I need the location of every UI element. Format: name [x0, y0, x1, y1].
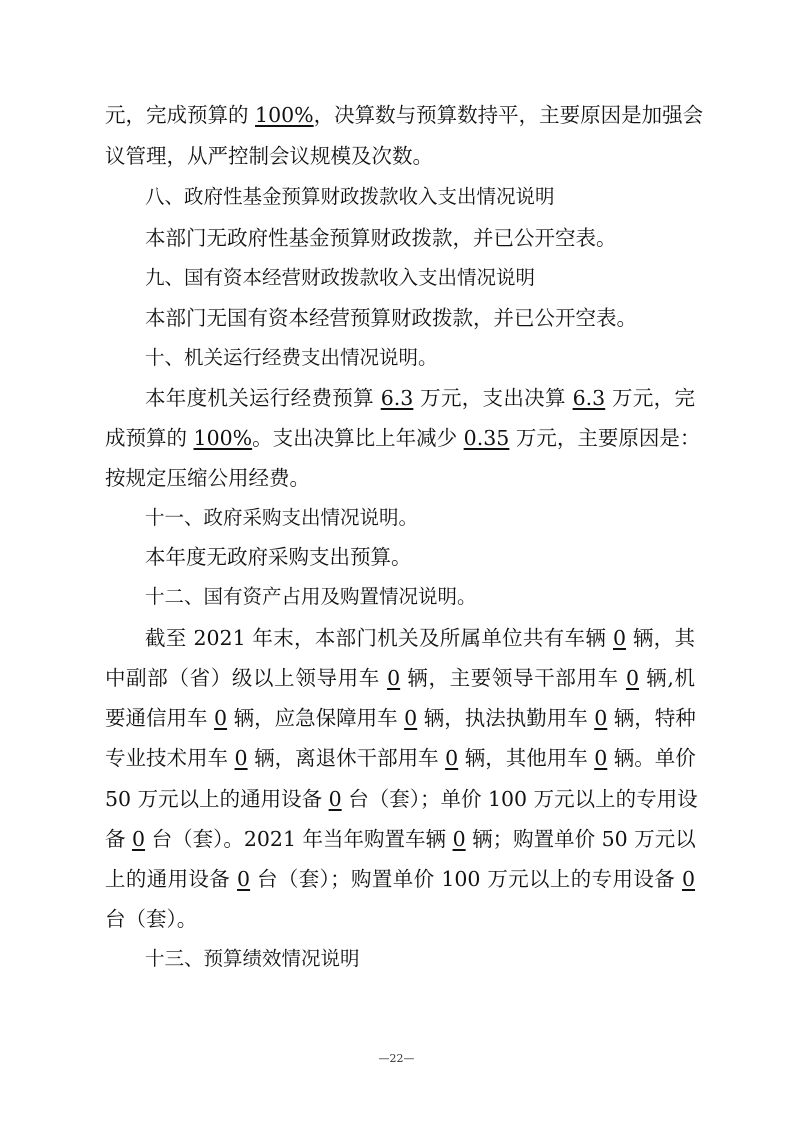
paragraph-line: 上的通用设备 0 台（套）；购置单价 100 万元以上的专用设备 0: [105, 867, 695, 891]
paragraph-line: 本年度机关运行经费预算 6.3 万元，支出决算 6.3 万元，完: [145, 386, 695, 410]
section-heading-13: 十三、预算绩效情况说明: [145, 947, 360, 970]
paragraph-line: 要通信用车 0 辆，应急保障用车 0 辆，执法执勤用车 0 辆，特种: [105, 706, 696, 730]
paragraph-line: 本部门无国有资本经营预算财政拨款，并已公开空表。: [145, 306, 637, 330]
section-heading-9: 九、国有资本经营财政拨款收入支出情况说明: [145, 266, 536, 289]
paragraph-line: 中副部（省）级以上领导用车 0 辆，主要领导干部用车 0 辆,机: [105, 666, 695, 690]
paragraph-line: 本部门无政府性基金预算财政拨款，并已公开空表。: [145, 226, 617, 250]
page-number: —22—: [378, 1052, 415, 1065]
section-heading-8: 八、政府性基金预算财政拨款收入支出情况说明: [145, 185, 555, 208]
paragraph-line: 专业技术用车 0 辆，离退休干部用车 0 辆，其他用车 0 辆。单价: [105, 746, 696, 770]
paragraph-line: 50 万元以上的通用设备 0 台（套）；单价 100 万元以上的专用设: [105, 787, 698, 811]
section-heading-12: 十二、国有资产占用及购置情况说明。: [145, 585, 477, 608]
section-heading-11: 十一、政府采购支出情况说明。: [145, 506, 419, 529]
section-heading-10: 十、机关运行经费支出情况说明。: [145, 346, 438, 369]
paragraph-line: 备 0 台（套）。2021 年当年购置车辆 0 辆；购置单价 50 万元以: [105, 827, 696, 851]
paragraph-line: 台（套）。: [105, 907, 198, 931]
paragraph-line: 成预算的 100%。支出决算比上年减少 0.35 万元，主要原因是：: [105, 426, 701, 450]
paragraph-line: 议管理，从严控制会议规模及次数。: [105, 144, 433, 168]
paragraph-line: 元，完成预算的 100%，决算数与预算数持平，主要原因是加强会: [105, 103, 704, 127]
paragraph-line: 按规定压缩公用经费。: [105, 466, 310, 490]
paragraph-line: 本年度无政府采购支出预算。: [145, 545, 412, 569]
paragraph-line: 截至 2021 年末，本部门机关及所属单位共有车辆 0 辆，其: [145, 626, 695, 650]
